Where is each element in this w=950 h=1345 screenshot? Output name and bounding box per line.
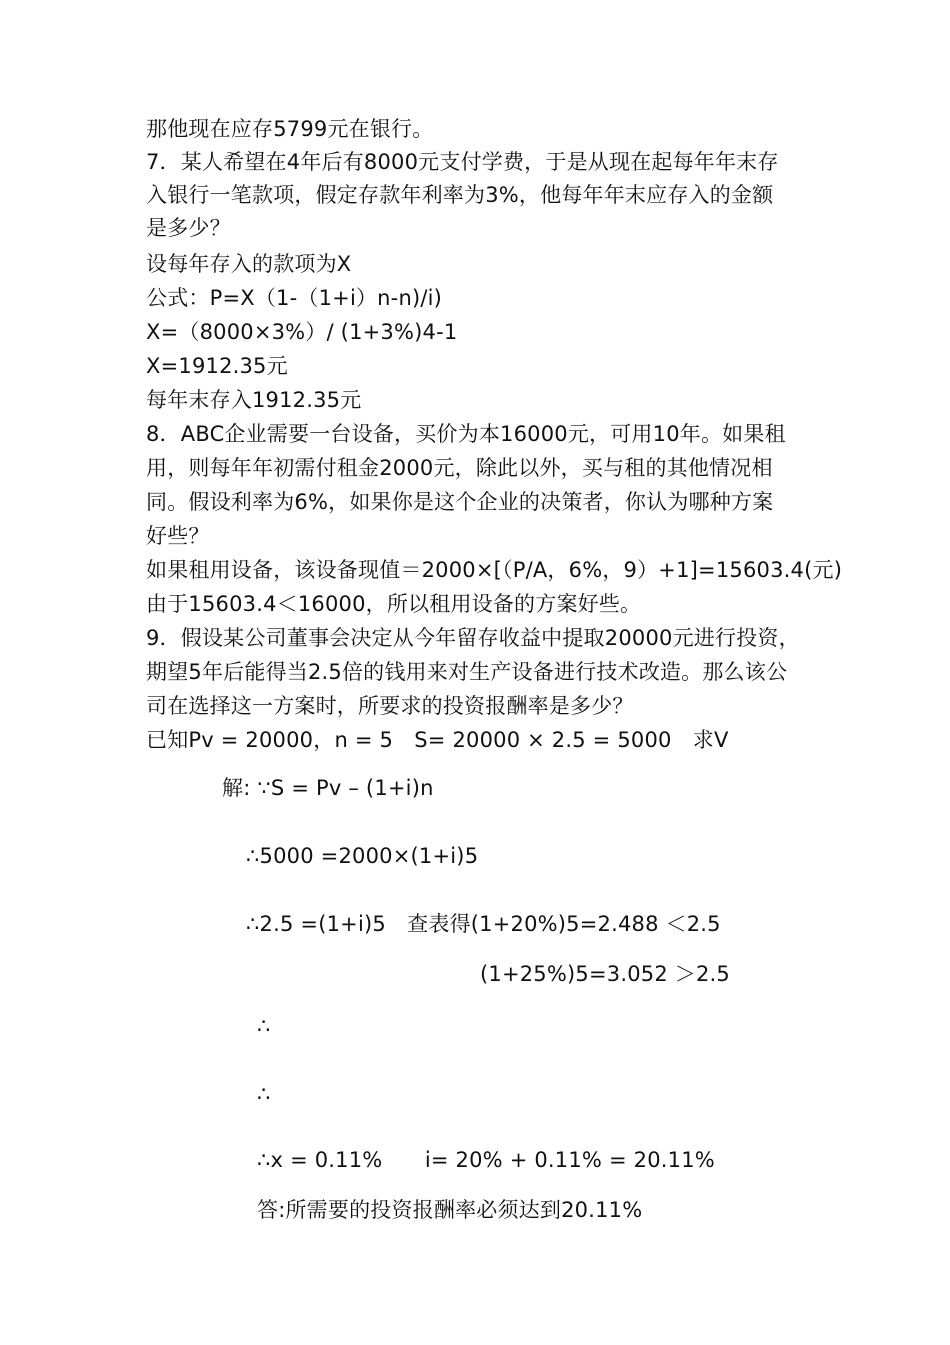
solution-line-1: 解: ∵S = Pv – (1+i)n [222, 776, 434, 800]
question-8-line-2: 用，则每年年初需付租金2000元，除此以外，买与租的其他情况相 [146, 456, 773, 480]
final-answer-line: 答:所需要的投资报酬率必须达到20.11% [257, 1198, 643, 1222]
answer-7-line-1: 设每年存入的款项为X [146, 252, 352, 276]
answer-8-line-1: 如果租用设备，该设备现值＝2000×[（P/A，6%，9）+1]=15603.4(元) [146, 558, 843, 582]
question-8-line-4: 好些？ [146, 524, 210, 548]
solution-line-3: ∴2.5 =(1+i)5 查表得(1+20%)5=2.488 ＜2.5 [246, 912, 721, 936]
therefore-symbol-2: ∴ [257, 1082, 271, 1106]
question-8-line-1: 8．ABC企业需要一台设备，买价为本16000元，可用10年。如果租 [146, 422, 786, 446]
text-line: 那他现在应存5799元在银行。 [146, 117, 434, 141]
question-9-line-2: 期望5年后能得当2.5倍的钱用来对生产设备进行技术改造。那么该公 [146, 660, 788, 684]
question-9-line-3: 司在选择这一方案时，所要求的投资报酬率是多少？ [146, 694, 634, 718]
question-7-line-3: 是多少？ [146, 216, 231, 240]
answer-7-conclusion: 每年末存入1912.35元 [146, 388, 362, 412]
given-line: 已知Pv = 20000，n = 5 S= 20000 × 2.5 = 5000 求V [146, 728, 729, 752]
solution-line-2: ∴5000 =2000×(1+i)5 [246, 844, 479, 868]
solution-line-4: (1+25%)5=3.052 ＞2.5 [480, 962, 730, 986]
solution-result-line: ∴x = 0.11% i= 20% + 0.11% = 20.11% [257, 1148, 715, 1172]
result-line: X=1912.35元 [146, 354, 288, 378]
calculation-line: X=（8000×3%）/ (1+3%)4-1 [146, 320, 458, 344]
question-8-line-3: 同。假设利率为6%，如果你是这个企业的决策者，你认为哪种方案 [146, 490, 774, 514]
formula-line: 公式：P=X（1-（1+i）n-n)/i) [146, 286, 443, 310]
question-7-line-2: 入银行一笔款项，假定存款年利率为3%，他每年年末应存入的金额 [146, 183, 774, 207]
answer-8-line-2: 由于15603.4＜16000，所以租用设备的方案好些。 [146, 592, 642, 616]
therefore-symbol-1: ∴ [257, 1014, 271, 1038]
question-9-line-1: 9．假设某公司董事会决定从今年留存收益中提取20000元进行投资， [146, 626, 800, 650]
question-7-line-1: 7．某人希望在4年后有8000元支付学费，于是从现在起每年年末存 [146, 150, 779, 174]
